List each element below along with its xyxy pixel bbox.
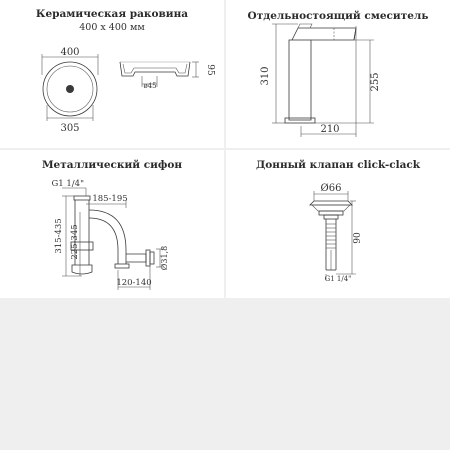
sink-dim-top: 400 <box>60 47 80 58</box>
sink-drawing <box>0 0 224 148</box>
faucet-dim-spout: 255 <box>370 72 381 92</box>
faucet-drawing <box>226 0 450 148</box>
panel-valve <box>226 150 450 298</box>
faucet-dim-total: 310 <box>260 66 271 86</box>
sink-title: Керамическая раковина <box>35 8 189 20</box>
siphon-dim-225-345: 225-345 <box>70 224 80 260</box>
siphon-dims <box>52 179 170 290</box>
sink-dim-height: 95 <box>205 64 215 76</box>
sink-dim-bottom: 305 <box>60 123 80 134</box>
panel-faucet <box>226 0 450 148</box>
faucet-title: Отдельностоящий смеситель <box>247 10 429 22</box>
valve-title: Донный клапан click-clack <box>255 159 421 171</box>
faucet-body <box>285 24 356 123</box>
valve-dim-diam: Ø66 <box>320 183 342 194</box>
valve-dim-height: 90 <box>353 232 363 244</box>
valve-dims <box>314 183 363 283</box>
siphon-dim-185-195: 185-195 <box>92 194 128 204</box>
empty-background <box>0 298 450 450</box>
valve-thread-lines <box>326 224 336 248</box>
panel-ceramic-sink <box>0 0 224 148</box>
siphon-body <box>71 196 154 274</box>
siphon-drawing <box>0 150 224 298</box>
valve-body <box>310 201 352 270</box>
faucet-dim-reach: 210 <box>320 124 340 135</box>
siphon-dim-diam: Ø31,8 <box>160 245 169 271</box>
faucet-dims <box>260 24 381 137</box>
siphon-dim-120-140: 120-140 <box>116 278 152 288</box>
sink-subtitle: 400 х 400 мм <box>79 22 145 33</box>
siphon-title: Металлический сифон <box>41 159 183 171</box>
sink-side-view <box>120 62 215 90</box>
valve-drawing <box>226 150 450 298</box>
panel-siphon <box>0 150 224 298</box>
siphon-dim-thread: G1 1/4" <box>51 179 84 189</box>
sink-dim-drain: ø45 <box>143 82 157 90</box>
siphon-dim-315-435: 315-435 <box>54 218 64 254</box>
sink-top-view <box>42 47 98 134</box>
valve-dim-thread: G1 1/4" <box>324 275 352 283</box>
